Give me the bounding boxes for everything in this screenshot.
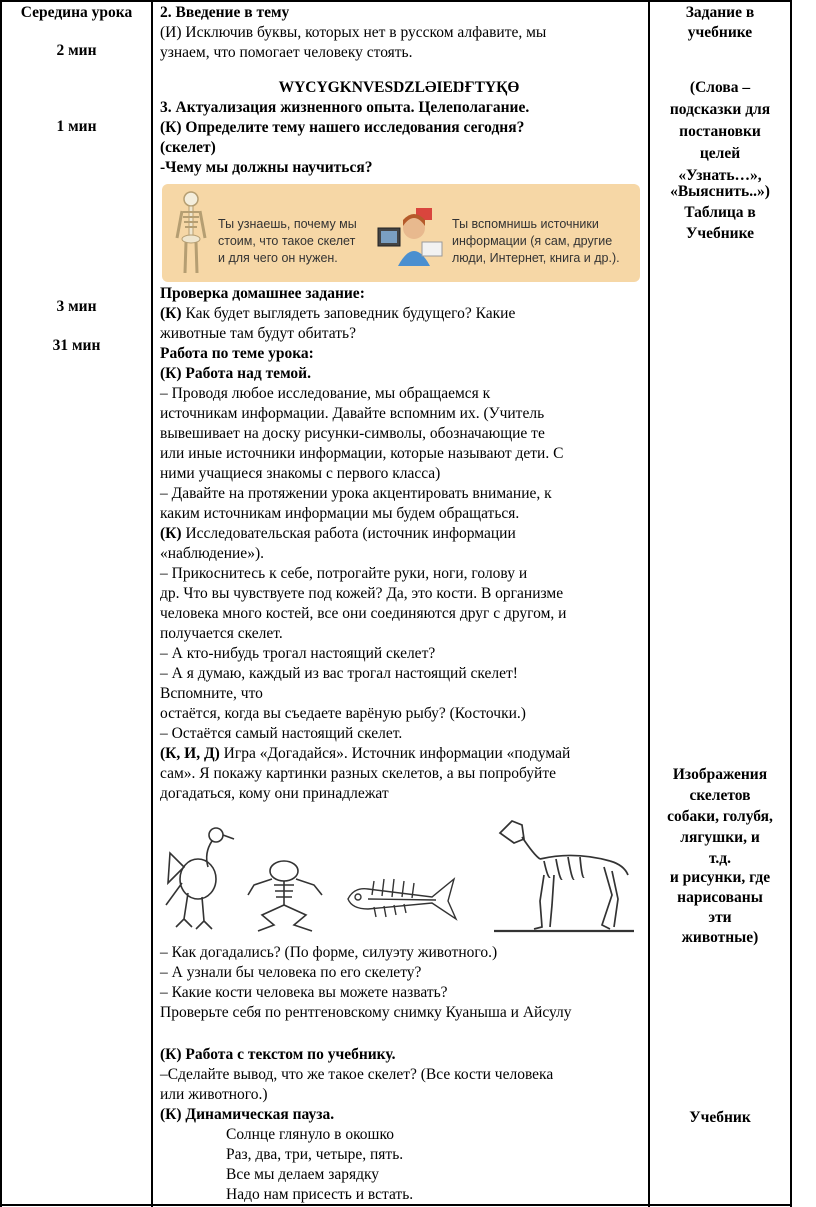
text-line: – А узнали бы человека по его скелету? xyxy=(160,964,422,981)
images-note-line: Изображения xyxy=(672,766,768,783)
text-line: человека много костей, все они соединяются друг с другом, и xyxy=(160,605,567,622)
goal-right-line: информации (я сам, другие xyxy=(452,234,613,248)
text-line: или животного.) xyxy=(160,1086,268,1103)
text-span: Исследовательская работа (источник информации xyxy=(181,525,516,542)
question-line: (К) Определите тему нашего исследования сегодня? xyxy=(160,119,525,136)
text-line: – А кто-нибудь трогал настоящий скелет? xyxy=(160,645,436,662)
images-note-line: животные) xyxy=(681,929,759,946)
text-line: – Остаётся самый настоящий скелет. xyxy=(160,725,403,742)
text-line: – Какие кости человека вы можете назвать? xyxy=(160,984,448,1001)
text-line: – А я думаю, каждый из вас трогал настоящий скелет! xyxy=(160,665,518,682)
hint-line: целей xyxy=(699,145,741,162)
text-line: источникам информации. Давайте вспомним их. (Учитель xyxy=(160,405,545,422)
hint-line: Учебнике xyxy=(685,225,755,242)
goal-left-line: и для чего он нужен. xyxy=(218,251,338,265)
goal-left-line: стоим, что такое скелет xyxy=(218,234,356,248)
stage-column xyxy=(2,0,151,1207)
hint-line: «Выяснить..») xyxy=(670,183,770,200)
text-line: или иные источники информации, которые называют дети. С xyxy=(160,445,564,462)
text-line: животные там будут обитать? xyxy=(160,325,356,342)
text-line: –Сделайте вывод, что же такое скелет? (Все кости человека xyxy=(160,1066,554,1083)
text-line: Вспомните, что xyxy=(160,685,263,702)
goal-left-line: Ты узнаешь, почему мы xyxy=(218,217,357,231)
letter-puzzle: WYCYGKNVESDZLӘIEŊҒTҮҚӨ xyxy=(278,79,520,96)
goal-right-line: Ты вспомнишь источники xyxy=(452,217,599,231)
work-title: Работа по теме урока: xyxy=(160,345,314,362)
text-line: сам». Я покажу картинки разных скелетов, а вы попробуйте xyxy=(160,765,556,782)
text-line: ними учащиеся знакомы с первого класса) xyxy=(160,465,441,482)
hint-line: Таблица в xyxy=(684,204,756,221)
poem-line: Надо нам присесть и встать. xyxy=(226,1186,414,1203)
text-line: – Как догадались? (По форме, силуэту животного.) xyxy=(160,944,498,961)
question-line: (скелет) xyxy=(160,139,216,156)
text-line: др. Что вы чувствуете под кожей? Да, это кости. В организме xyxy=(160,585,564,602)
time-2min: 2 мин xyxy=(56,42,97,59)
text-span: Игра «Догадайся». Источник информации «подумай xyxy=(219,745,571,762)
task-label: Задание в xyxy=(685,4,755,21)
images-note-line: и рисунки, где xyxy=(669,869,771,886)
images-note-line: нарисованы xyxy=(677,889,763,906)
goal-right-line: люди, Интернет, книга и др.). xyxy=(452,251,620,265)
text-line: – Прикоснитесь к себе, потрогайте руки, ноги, голову и xyxy=(160,565,528,582)
images-note-line: лягушки, и xyxy=(680,829,760,846)
images-note-line: эти xyxy=(708,909,732,926)
table-right-border xyxy=(790,0,792,1207)
text-line: (И) Исключив буквы, которых нет в русском алфавите, мы xyxy=(160,24,547,41)
text-line: каким источникам информации мы будем обращаться. xyxy=(160,505,520,522)
role-tag: (К, И, Д) xyxy=(160,745,220,762)
hint-line: постановки xyxy=(679,123,761,140)
text-line: остаётся, когда вы съедаете варёную рыбу? (Косточки.) xyxy=(160,705,526,722)
content-column-end xyxy=(160,0,638,1207)
textbook-label: Учебник xyxy=(689,1109,751,1126)
section-2-title: 2. Введение в тему xyxy=(160,4,290,21)
time-1min: 1 мин xyxy=(56,118,97,135)
poem-line: Солнце глянуло в окошко xyxy=(226,1126,394,1143)
images-note-line: т.д. xyxy=(708,850,732,867)
column-divider-1 xyxy=(151,0,153,1207)
section-3-title: 3. Актуализация жизненного опыта. Целеполагание. xyxy=(160,99,530,116)
text-line: «наблюдение»). xyxy=(160,545,264,562)
poem-line: Раз, два, три, четыре, пять. xyxy=(226,1146,404,1163)
images-note-line: собаки, голубя, xyxy=(667,808,773,825)
role-tag: (К) xyxy=(160,525,182,542)
text-line: узнаем, что помогает человеку стоять. xyxy=(160,44,413,61)
time-3min: 3 мин xyxy=(56,298,97,315)
task-label: учебнике xyxy=(687,24,753,41)
text-span: Как будет выглядеть заповедник будущего? Какие xyxy=(181,305,516,322)
resources-column xyxy=(650,0,790,1207)
hint-line: «Узнать…», xyxy=(678,167,762,184)
text-line: – Давайте на протяжении урока акцентировать внимание, к xyxy=(160,485,552,502)
text-line: получается скелет. xyxy=(160,625,283,642)
text-line: – Проводя любое исследование, мы обращаемся к xyxy=(160,385,491,402)
hint-line: подсказки для xyxy=(669,101,771,118)
pause-title: (К) Динамическая пауза. xyxy=(160,1106,335,1123)
stage-header: Середина урока xyxy=(20,4,133,21)
text-line: вывешивает на доску рисунки-символы, обозначающие те xyxy=(160,425,545,442)
time-31min: 31 мин xyxy=(52,337,101,354)
question-line: -Чему мы должны научиться? xyxy=(160,159,373,176)
hint-line: (Слова – xyxy=(689,79,751,96)
poem-line: Все мы делаем зарядку xyxy=(226,1166,380,1183)
textbook-task-title: (К) Работа с текстом по учебнику. xyxy=(160,1046,396,1063)
text-line: Проверьте себя по рентгеновскому снимку Куанышa и Айсулу xyxy=(160,1004,572,1021)
images-note-line: скелетов xyxy=(689,787,751,804)
text-line: догадаться, кому они принадлежат xyxy=(160,785,389,802)
role-tag: (К) xyxy=(160,305,182,322)
homework-title: Проверка домашнее задание: xyxy=(160,285,365,302)
work-subtitle: (К) Работа над темой. xyxy=(160,365,311,382)
